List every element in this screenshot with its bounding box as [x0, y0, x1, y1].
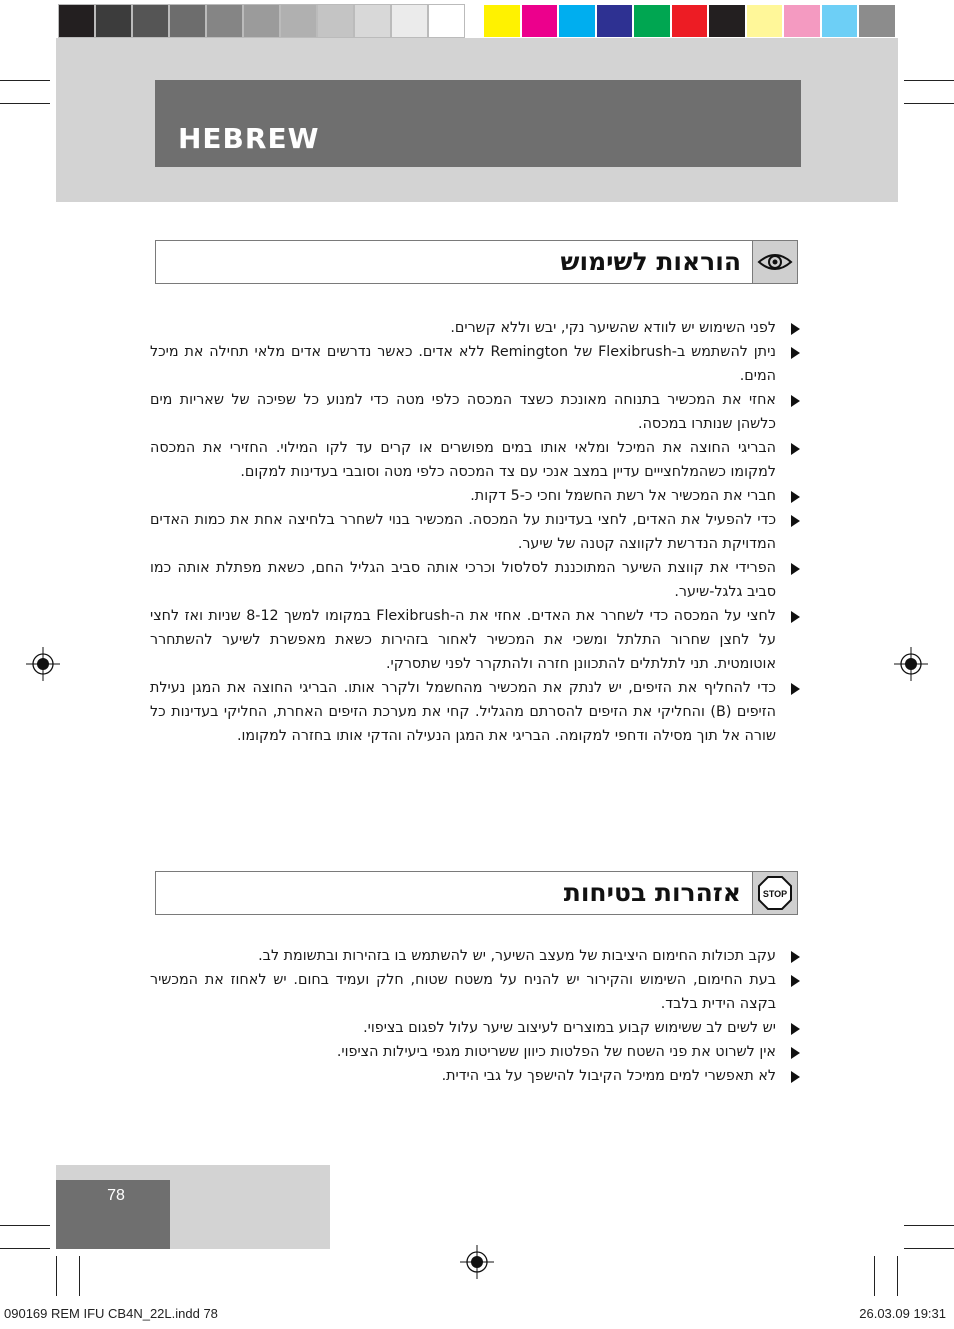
bullet-icon [791, 683, 800, 695]
gray-swatch [58, 4, 95, 38]
gray-swatch [280, 4, 317, 38]
list-item [150, 944, 800, 968]
bullet-icon [791, 491, 800, 503]
footer-date-time: 26.03.09 19:31 [859, 1306, 946, 1321]
bullet-icon [791, 515, 800, 527]
list-item-text: כדי להחליף את הזיפים, יש לנתק את המכשיר מהחשמל ולקרר אותו. הבריגי החוצה את המגן נעילת הזיפים (B) והחליקי את הזיפים להסרתם מהגליל. קחי את מערכת הזיפים האחרת, החליקי בעדינות כל שורה אל תוך מסילה ודחפי למקומה. הבריגי את המגן הנעילה והדקי אותו בחזרה למקומו. [150, 680, 776, 744]
color-swatch [858, 4, 896, 38]
eye-icon [752, 241, 797, 283]
list-item [150, 556, 800, 604]
bullet-icon [791, 395, 800, 407]
bullet-icon [791, 563, 800, 575]
list-item [150, 484, 800, 508]
list-item [150, 340, 800, 388]
list-item-text: הפרידי את קווצת השיער המתוכננת לסלסול וכרכי אותה סביב הגליל החם, כשאת מפתלת אותה כמו סביב גלגל-שיער. [150, 560, 776, 600]
list-item-text: אחזי את המכשיר בתנוחה מאונכת כשצד המכסה כלפי מטה כדי למנוע כל שפיכה של שאריות מים כלשהן שנותרו במכסה. [150, 392, 776, 432]
color-swatch [783, 4, 821, 38]
list-item-text: לא תאפשרי למים ממיכל הקיבול להישפך על גבי הידית. [441, 1068, 776, 1084]
crop-mark [0, 80, 50, 81]
list-item [150, 968, 800, 1016]
list-item [150, 1016, 800, 1040]
list-item [150, 436, 800, 484]
gray-swatch [169, 4, 206, 38]
bullet-icon [791, 1071, 800, 1083]
list-item-text: בעת החימום, השימוש והקירור יש להניח על משטח שטוח, חלק ועמיד בחום. יש לאחוז את המכשיר בקצה הידית בלבד. [150, 972, 776, 1012]
page-title: HEBREW [178, 122, 320, 155]
gray-swatch [95, 4, 132, 38]
bullet-icon [791, 1023, 800, 1035]
stop-icon [752, 872, 797, 914]
bullet-icon [791, 443, 800, 455]
color-swatch [671, 4, 709, 38]
stop-icon-label: STOP [762, 889, 788, 899]
crop-mark [79, 1256, 80, 1296]
list-item-text: הבריגי החוצה את המיכל ומלאי אותו במים מפושרים או קרים עד לקו המילוי. החזירי את המכסה למקומו כשהמלחצייים עדיין במצב אנכי עם צד המכסה כלפי מטה וסובבי בעדינות למקום. [150, 440, 776, 480]
crop-mark [0, 1225, 50, 1226]
bullet-icon [791, 1047, 800, 1059]
list-item-text: אין לשרוט את פני השטח של הפלטות כיוון ששריטות מגפי ביעילות הציפוי. [336, 1044, 776, 1060]
color-swatch [746, 4, 784, 38]
list-item [150, 388, 800, 436]
bullet-icon [791, 611, 800, 623]
list-item-text: כדי להפעיל את האדים, לחצי בעדינות על המכסה. המכשיר בנוי לשחרר בלחיצה אחת את כמות האדים המדויקת הנדרשת לקווצה קטנה של שיער. [150, 512, 776, 552]
list-item [150, 316, 800, 340]
footer-file-info: 090169 REM IFU CB4N_22L.indd 78 [4, 1306, 218, 1321]
crop-mark [897, 1256, 898, 1296]
section-header-instructions [155, 240, 798, 284]
list-item [150, 1064, 800, 1088]
section-header-safety [155, 871, 798, 915]
instructions-list [150, 316, 800, 748]
list-item [150, 604, 800, 676]
color-swatch [633, 4, 671, 38]
bullet-icon [791, 951, 800, 963]
crop-mark [0, 103, 50, 104]
list-item-text: לפני השימוש יש לוודא שהשיער נקי, יבש וללא קשרים. [450, 320, 776, 336]
gray-swatch [391, 4, 428, 38]
gray-swatch [428, 4, 465, 38]
list-item-text: לחצי על המכסה כדי לשחרר את האדים. אחזי את ה-Flexibrush במקומו למשך 8-12 שניות ואז לחצי על לחצן שחרור התלתל ומשכי את המכשיר לאחור בזהירות כשאת מאפשרת לשיער להשתחרר אוטומטית. תני לתלתלים להתכוונן חזרה ולהתקרר לפני שתסרקי. [150, 608, 776, 672]
safety-list [150, 944, 800, 1088]
list-item-text: חברי את המכשיר אל רשת החשמל וחכי כ-5 דקות. [470, 488, 776, 504]
list-item [150, 1040, 800, 1064]
list-item-text: יש לשים לב ששימוש קבוע במוצרים לעיצוב שיער עלול לפגום בציפוי. [363, 1020, 776, 1036]
list-item-text: עקב תכולות החימום היציבות של מעצב השיער, יש להשתמש בו בזהירות ובתשומת לב. [258, 948, 776, 964]
color-swatch [596, 4, 634, 38]
crop-mark [0, 1248, 50, 1249]
crop-mark [56, 1256, 57, 1296]
list-item-text: ניתן להשתמש ב-Flexibrush של Remington ללא אדים. כאשר נדרשים אדים מלאי תחילה את מיכל המים. [150, 344, 776, 384]
crop-mark [874, 1256, 875, 1296]
crop-mark [904, 80, 954, 81]
color-swatch [558, 4, 596, 38]
bullet-icon [791, 975, 800, 987]
bullet-icon [791, 323, 800, 335]
list-item [150, 676, 800, 748]
gray-swatch [132, 4, 169, 38]
gray-swatch [243, 4, 280, 38]
gray-swatch [206, 4, 243, 38]
registration-mark-icon [894, 647, 928, 681]
color-swatch [483, 4, 521, 38]
section-title: הוראות לשימוש [560, 247, 741, 276]
color-swatch [521, 4, 559, 38]
gray-swatch [354, 4, 391, 38]
crop-mark [904, 1248, 954, 1249]
color-swatch [708, 4, 746, 38]
registration-mark-icon [460, 1245, 494, 1279]
page-number: 78 [107, 1187, 125, 1204]
list-item [150, 508, 800, 556]
registration-mark-icon [26, 647, 60, 681]
bullet-icon [791, 347, 800, 359]
color-swatch [821, 4, 859, 38]
crop-mark [904, 1225, 954, 1226]
gray-swatch [317, 4, 354, 38]
crop-mark [904, 103, 954, 104]
section-title: אזהרות בטיחות [563, 878, 741, 907]
